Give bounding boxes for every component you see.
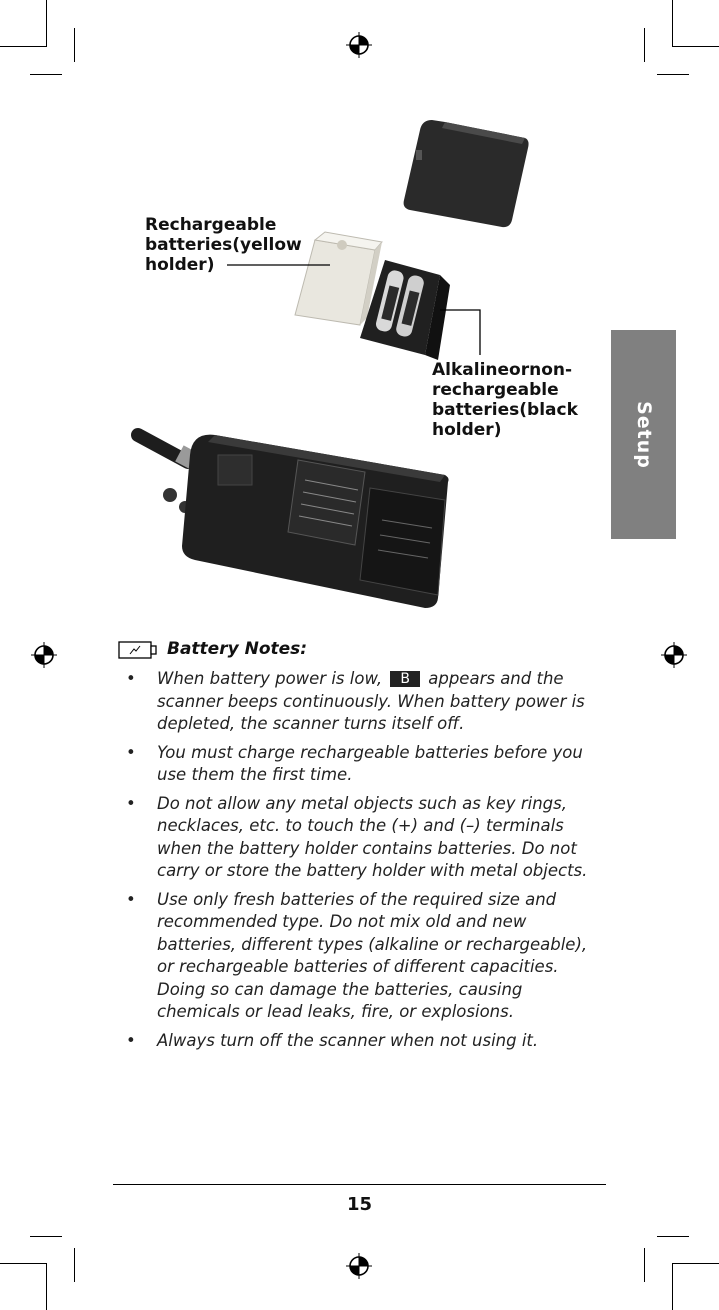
list-item: • Always turn off the scanner when not using it.	[126, 1030, 539, 1050]
crop-mark	[46, 1263, 47, 1310]
crop-mark	[0, 1263, 47, 1264]
footer-divider	[113, 1184, 606, 1185]
crop-mark	[657, 74, 689, 75]
crop-mark	[644, 1248, 645, 1282]
registration-mark-icon	[31, 642, 57, 668]
crop-mark	[672, 1263, 719, 1264]
note-icon	[118, 640, 158, 660]
page-number: 15	[346, 1194, 373, 1215]
list-item: • You must charge rechargeable batteries before you use them the first time.	[126, 742, 583, 784]
section-tab-label: Setup	[632, 400, 655, 469]
registration-mark-icon	[346, 32, 372, 58]
crop-mark	[672, 0, 673, 47]
section-tab	[611, 330, 676, 539]
crop-mark	[657, 1236, 689, 1237]
crop-mark	[672, 1263, 673, 1310]
battery-notes-list	[116, 668, 596, 1058]
battery-cover	[404, 120, 529, 227]
crop-mark	[30, 74, 62, 75]
crop-mark	[0, 46, 47, 47]
battery-notes-title: Battery Notes:	[167, 639, 308, 659]
crop-mark	[644, 28, 645, 62]
list-item: • When battery power is low, B appears and the scanner beeps continuously. When battery power is depleted, the scanner turns itself off.	[126, 669, 585, 733]
scanner-body	[138, 435, 449, 608]
rechargeable-batteries-label: Rechargeable batteries(yellow holder)	[145, 215, 302, 275]
crop-mark	[30, 1236, 62, 1237]
crop-mark	[46, 0, 47, 47]
registration-mark-icon	[346, 1253, 372, 1279]
crop-mark	[74, 1248, 75, 1282]
list-item: • Do not allow any metal objects such as key rings, necklaces, etc. to touch the (+) and (–) terminals when the battery holder contains batteries. Do not carry or store the battery holder with metal objects.	[126, 793, 588, 880]
crop-mark	[74, 28, 75, 62]
alkaline-batteries-label: Alkalineornon- rechargeable batteries(black holder)	[432, 360, 578, 440]
registration-mark-icon	[661, 642, 687, 668]
low-battery-indicator: B	[390, 671, 420, 687]
crop-mark	[672, 46, 719, 47]
list-item: • Use only fresh batteries of the required size and recommended type. Do not mix old and new batteries, different types (alkaline or rechargeable), or rechargeable batteries of different capacities. Doing so can damage the batteries, causing chemicals or lead leaks, fire, or explosions.	[126, 889, 588, 1021]
